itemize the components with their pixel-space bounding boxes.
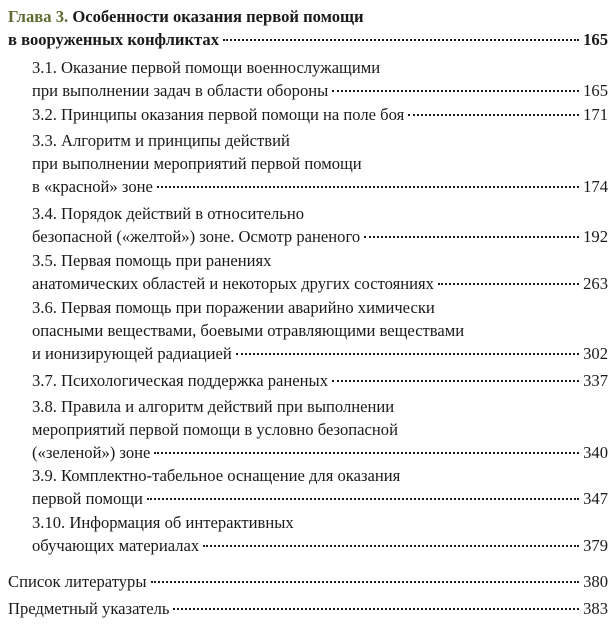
dot-leader bbox=[408, 113, 579, 116]
dot-leader bbox=[203, 544, 579, 547]
toc-entry-3-8[interactable] bbox=[32, 396, 608, 464]
entry-text-line: 3.5. Первая помощь при ранениях bbox=[32, 251, 272, 270]
toc-entry-3-1[interactable] bbox=[32, 57, 608, 103]
entry-text-line: 3.10. Информация об интерактивных bbox=[32, 513, 294, 532]
entry-text-line: Предметный указатель bbox=[8, 599, 170, 618]
page-number: 171 bbox=[583, 105, 608, 124]
page-number: 165 bbox=[583, 80, 608, 100]
chapter-number: Глава 3. bbox=[8, 7, 69, 26]
entry-text-line: при выполнении мероприятий первой помощи bbox=[32, 153, 362, 173]
dot-leader bbox=[332, 379, 579, 382]
page-number: 263 bbox=[583, 273, 608, 293]
dot-leader bbox=[157, 185, 579, 188]
entry-text-line: безопасной («желтой») зоне. Осмотр раненого bbox=[32, 226, 361, 246]
dot-leader bbox=[223, 38, 579, 41]
entry-text-line: первой помощи bbox=[32, 488, 143, 508]
page-number: 347 bbox=[583, 488, 608, 508]
entry-text-line: в «красной» зоне bbox=[32, 176, 153, 196]
dot-leader bbox=[151, 580, 580, 583]
page-number: 340 bbox=[583, 442, 608, 462]
toc-entry-3-5[interactable] bbox=[32, 250, 608, 296]
page-number: 337 bbox=[583, 371, 608, 390]
entry-text-line: 3.8. Правила и алгоритм действий при выполнении bbox=[32, 397, 395, 416]
dot-leader bbox=[332, 89, 579, 92]
dot-leader bbox=[154, 451, 579, 454]
entry-text-line: и ионизирующей радиацией bbox=[32, 343, 232, 363]
toc-entry-3-2[interactable] bbox=[32, 104, 608, 127]
dot-leader bbox=[236, 352, 579, 355]
entry-text-line: Список литературы bbox=[8, 572, 147, 591]
chapter-title-line-1: Особенности оказания первой помощи bbox=[72, 7, 364, 26]
dot-leader bbox=[147, 497, 579, 500]
entry-text-line: при выполнении задач в области обороны bbox=[32, 80, 329, 100]
entry-text-line: 3.1. Оказание первой помощи военнослужащими bbox=[32, 58, 381, 77]
entry-text-line: анатомических областей и некоторых других состояниях bbox=[32, 273, 434, 293]
entry-text-line: 3.7. Психологическая поддержка раненых bbox=[32, 371, 328, 390]
toc-entry-3-4[interactable] bbox=[32, 203, 608, 249]
toc-entry-bibliography[interactable] bbox=[8, 571, 608, 594]
entry-text-line: опасными веществами, боевыми отравляющими веществами bbox=[32, 320, 465, 340]
toc-entry-3-9[interactable] bbox=[32, 465, 608, 511]
entry-text-line: мероприятий первой помощи в условно безопасной bbox=[32, 419, 398, 439]
entry-text-line: 3.9. Комплектно-табельное оснащение для оказания bbox=[32, 466, 401, 485]
dot-leader bbox=[438, 282, 579, 285]
toc-entry-3-6[interactable] bbox=[32, 297, 608, 365]
entry-text-line: 3.4. Порядок действий в относительно bbox=[32, 204, 305, 223]
toc-entry-subject-index[interactable] bbox=[8, 598, 608, 621]
entry-text-line: 3.2. Принципы оказания первой помощи на поле боя bbox=[32, 105, 405, 124]
entry-text-line: («зеленой») зоне bbox=[32, 442, 151, 462]
page-number: 165 bbox=[583, 29, 608, 49]
dot-leader bbox=[364, 235, 579, 238]
toc-entry-3-7[interactable] bbox=[32, 370, 608, 393]
page-number: 174 bbox=[583, 176, 608, 196]
chapter-title-line-2: в вооруженных конфликтах bbox=[8, 29, 219, 49]
page-number: 380 bbox=[583, 572, 608, 591]
page-number: 379 bbox=[583, 535, 608, 555]
page-number: 192 bbox=[583, 226, 608, 246]
toc-entry-3-3[interactable] bbox=[32, 130, 608, 198]
page-number: 302 bbox=[583, 343, 608, 363]
page-number: 383 bbox=[583, 599, 608, 618]
entry-text-line: 3.6. Первая помощь при поражении аварийно химически bbox=[32, 298, 435, 317]
entry-text-line: 3.3. Алгоритм и принципы действий bbox=[32, 131, 290, 150]
entry-text-line: обучающих материалах bbox=[32, 535, 200, 555]
dot-leader bbox=[173, 607, 579, 610]
toc-entry-3-10[interactable] bbox=[32, 512, 608, 558]
chapter-heading[interactable] bbox=[8, 6, 608, 52]
